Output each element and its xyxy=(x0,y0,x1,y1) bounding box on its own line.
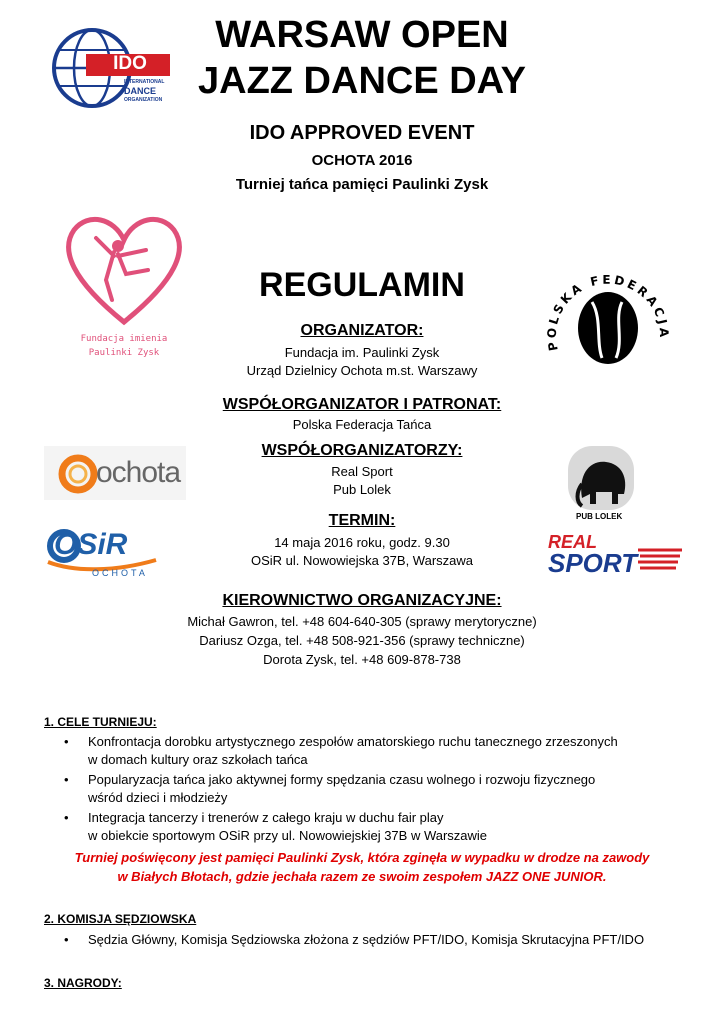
organizator-heading: ORGANIZATOR: xyxy=(300,322,424,339)
memorial-note-line-1: Turniej poświęcony jest pamięci Paulinki Zysk, która zginęła w wypadku w drodze na zawody xyxy=(74,850,650,865)
page-title xyxy=(150,12,574,104)
real-sport-logo xyxy=(544,530,684,578)
approved-event: IDO APPROVED EVENT xyxy=(249,122,475,144)
osir-text: OSiR xyxy=(54,528,128,561)
list-item xyxy=(44,733,664,769)
kierownictwo-line-1: Michał Gawron, tel. +48 604-640-305 (sprawy merytoryczne) xyxy=(187,614,537,629)
list-item-line: • Integracja tancerzy i trenerów z całego kraju w duchu fair play xyxy=(88,810,444,825)
fundacja-line-1: Fundacja imienia xyxy=(80,334,168,344)
list-item xyxy=(44,771,664,807)
pft-text: POLSKA FEDERACJA xyxy=(544,272,672,353)
wspolorganizator-heading: WSPÓŁORGANIZATOR I PATRONAT: xyxy=(222,396,502,413)
memorial-note-line-2: w Białych Błotach, gdzie jechała razem ze swoim zespołem JAZZ ONE JUNIOR. xyxy=(117,869,607,884)
list-item-line: • Sędzia Główny, Komisja Sędziowska złożona z sędziów PFT/IDO, Komisja Skrutacyjna PFT/IDO xyxy=(88,932,645,947)
section-1-list xyxy=(44,733,664,847)
list-item-line: w obiekcie sportowym OSiR przy ul. Nowowiejskiej 37B w Warszawie xyxy=(88,828,488,843)
pub-lolek-logo xyxy=(566,444,636,520)
real-text: REAL xyxy=(548,532,597,552)
organizator-line-1: Fundacja im. Paulinki Zysk xyxy=(284,345,440,360)
list-item xyxy=(44,931,664,949)
edition: OCHOTA 2016 xyxy=(311,152,413,169)
section-1-heading: 1. CELE TURNIEJU: xyxy=(44,715,157,729)
osir-logo xyxy=(44,524,160,584)
ido-line2: DANCE xyxy=(124,86,157,96)
section-2-heading: 2. KOMISJA SĘDZIOWSKA xyxy=(44,912,197,926)
sport-text: SPORT xyxy=(548,548,638,578)
regulamin-heading: REGULAMIN xyxy=(259,266,465,304)
list-item-line: wśród dzieci i młodzieży xyxy=(88,790,228,805)
title-line-2: JAZZ DANCE DAY xyxy=(198,60,526,102)
kierownictwo-line-2: Dariusz Ozga, tel. +48 508-921-356 (sprawy techniczne) xyxy=(199,633,525,648)
kierownictwo-heading: KIEROWNICTWO ORGANIZACYJNE: xyxy=(222,592,502,609)
ido-line3: ORGANIZATION xyxy=(124,97,163,103)
memorial-note xyxy=(60,848,664,886)
termin-heading: TERMIN: xyxy=(328,512,396,529)
wspolorganizatorzy-line-2: Pub Lolek xyxy=(333,482,391,497)
title-line-1: WARSAW OPEN xyxy=(215,14,509,56)
list-item xyxy=(44,809,664,845)
list-item-line: w domach kultury oraz szkołach tańca xyxy=(88,752,308,767)
ido-line1: INTERNATIONAL xyxy=(124,79,165,85)
wspolorganizator-line-1: Polska Federacja Tańca xyxy=(292,417,432,432)
pub-lolek-text: PUB LOLEK xyxy=(576,512,623,520)
kierownictwo-line-3: Dorota Zysk, tel. +48 609-878-738 xyxy=(263,652,461,667)
ochota-text: ochota xyxy=(96,456,181,489)
ido-abbr: IDO xyxy=(113,53,147,74)
list-item-line: • Konfrontacja dorobku artystycznego zespołów amatorskiego ruchu tanecznego zrzeszonych xyxy=(88,734,618,749)
osir-sub: OCHOTA xyxy=(92,568,148,578)
tagline: Turniej tańca pamięci Paulinki Zysk xyxy=(235,176,489,193)
wspolorganizatorzy-line-1: Real Sport xyxy=(331,464,393,479)
termin-line-2: OSiR ul. Nowowiejska 37B, Warszawa xyxy=(250,553,474,568)
wspolorganizatorzy-heading: WSPÓŁORGANIZATORZY: xyxy=(261,442,463,459)
termin-line-1: 14 maja 2016 roku, godz. 9.30 xyxy=(274,535,450,550)
organizator-line-2: Urząd Dzielnicy Ochota m.st. Warszawy xyxy=(246,363,478,378)
fundacja-line-2: Paulinki Zysk xyxy=(88,348,160,358)
list-item-line: • Popularyzacja tańca jako aktywnej formy spędzania czasu wolnego i rozwoju fizycznego xyxy=(88,772,596,787)
section-2-list xyxy=(44,931,664,951)
section-3-heading: 3. NAGRODY: xyxy=(44,976,122,990)
